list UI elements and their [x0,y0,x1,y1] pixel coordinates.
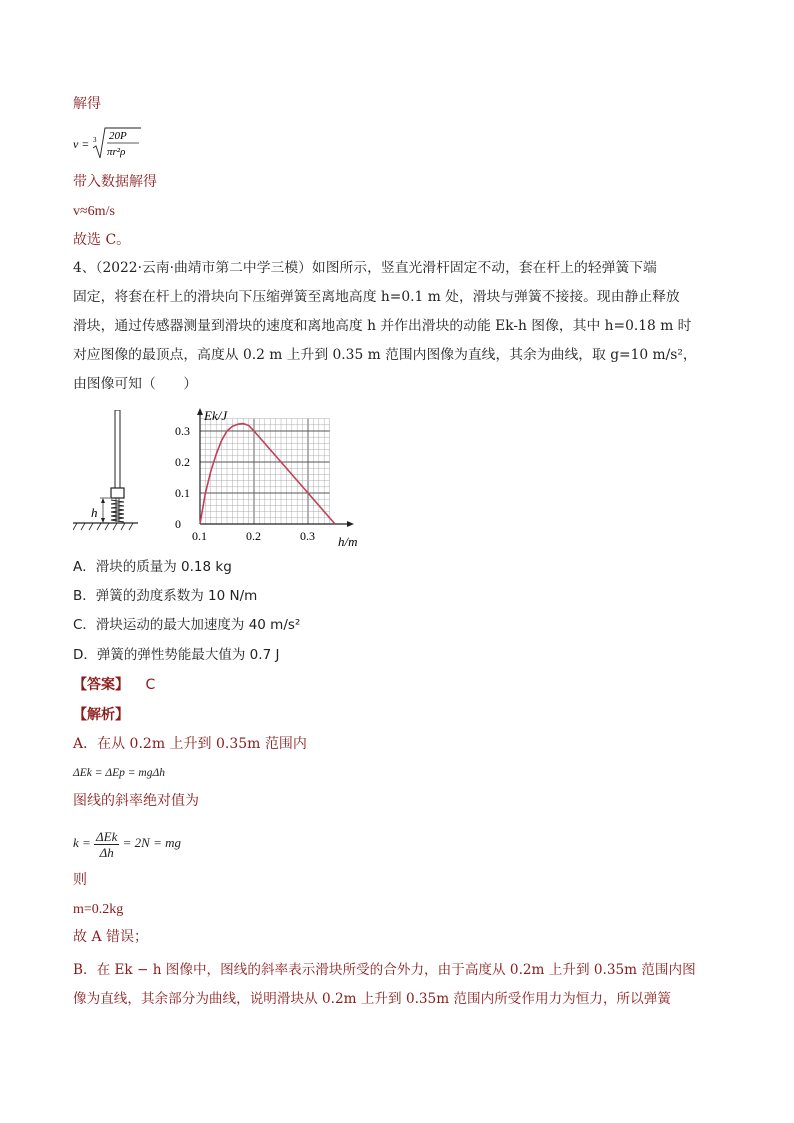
svg-text:=: = [82,137,89,151]
analysis-b-line-2: 像为直线，其余部分为曲线，说明滑块从 0.2m 上升到 0.35m 范围内所受作用力为恒力，所以弹簧 [73,991,671,1007]
analysis-tag: 【解析】 [73,707,129,723]
y-tick-label: 0.2 [175,455,190,469]
option-a: A．滑块的质量为 0.18 kg [73,559,232,575]
option-d: D．弹簧的弹性势能最大值为 0.7 J [73,647,280,663]
eq2-den: Δh [99,844,114,860]
x-axis-arrow [347,521,354,527]
question-line-2: 固定，将套在杆上的滑块向下压缩弹簧至离地高度 h=0.1 m 处，滑块与弹簧不接接。现由静止释放 [73,289,680,305]
analysis-a-line: A．在从 0.2m 上升到 0.35m 范围内 [73,736,307,752]
answer-value: C [145,677,156,693]
question-line-4: 对应图像的最顶点，高度从 0.2 m 上升到 0.35 m 范围内图像为直线，其余为曲线，取 g=10 m/s²， [73,347,697,363]
option-c: C．滑块运动的最大加速度为 40 m/s² [73,617,301,633]
y-tick-label: 0.3 [175,424,190,438]
eq2-fraction [94,829,119,860]
x-tick-label: 0.1 [192,529,207,543]
answer-row [73,675,155,695]
question-line-1: 4、（2022·云南·曲靖市第二中学三模）如图所示，竖直光滑杆固定不动，套在杆上的轻弹簧下端 [73,260,657,276]
choice-c: 故选 C。 [73,232,131,248]
ek-h-chart [170,408,370,550]
root-index: 3 [93,136,97,144]
y-axis-arrow [197,408,203,415]
formula-lhs: v [73,137,79,151]
slope-label: 图线的斜率绝对值为 [73,793,199,809]
option-b: B．弹簧的劲度系数为 10 N/m [73,588,258,604]
equation-1: ΔEk = ΔEp = mgΔh [73,767,165,779]
formula-num: 20P [109,130,127,142]
ek-h-curve [200,424,335,524]
x-tick-label: 0.2 [246,529,261,543]
analysis-b-line-1: B．在 Ek − h 图像中，图线的斜率表示滑块所受的合外力，由于高度从 0.2m 上升到 0.35m 范围内图 [73,962,696,978]
y-tick-label: 0 [175,517,181,531]
question-line-5: 由图像可知（ ） [73,376,198,392]
substitute-label: 带入数据解得 [73,174,157,190]
eq2-num: ΔEk [96,828,118,844]
eq2-rest: = 2N = mg [122,835,181,850]
then-label: 则 [73,872,87,888]
velocity-result: v≈6m/s [73,204,115,219]
question-line-3: 滑块，通过传感器测量到滑块的速度和离地高度 h 并作出滑块的动能 Ek-h 图像，其中 h=0.18 m 时 [73,318,692,334]
solve-label: 解得 [73,96,101,112]
y-tick-label: 0.1 [175,486,190,500]
equation-2 [73,826,181,860]
eq2-k: k = [73,835,91,850]
answer-tag: 【答案】 [73,677,129,693]
formula-v [73,126,183,162]
h-label: h [91,505,98,520]
cube-root-formula [73,126,183,162]
formula-den: πr²ρ [107,146,126,158]
x-axis-label: h/m [338,534,358,549]
a-wrong: 故 A 错误； [73,929,149,945]
x-tick-label: 0.3 [300,529,315,543]
y-axis-label: Ek/J [204,408,228,423]
mass-result: m=0.2kg [73,902,124,917]
spring-apparatus-diagram [73,410,143,545]
